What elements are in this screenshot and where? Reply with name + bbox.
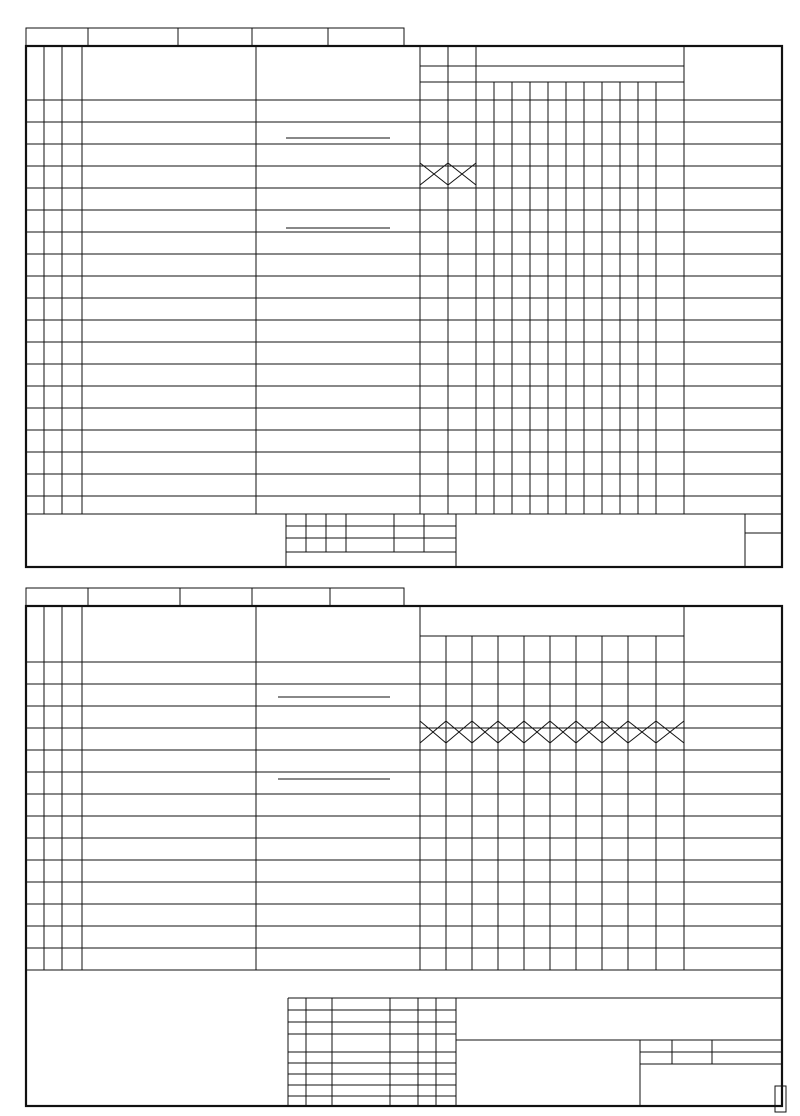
frame-rect xyxy=(26,46,782,567)
frame-rect xyxy=(26,588,404,606)
specification-sheet-1 xyxy=(26,28,782,567)
frame-rect xyxy=(26,606,782,1106)
frame-rect xyxy=(775,1086,786,1112)
specification-sheet-2 xyxy=(26,588,786,1112)
frame-rect xyxy=(26,28,404,46)
